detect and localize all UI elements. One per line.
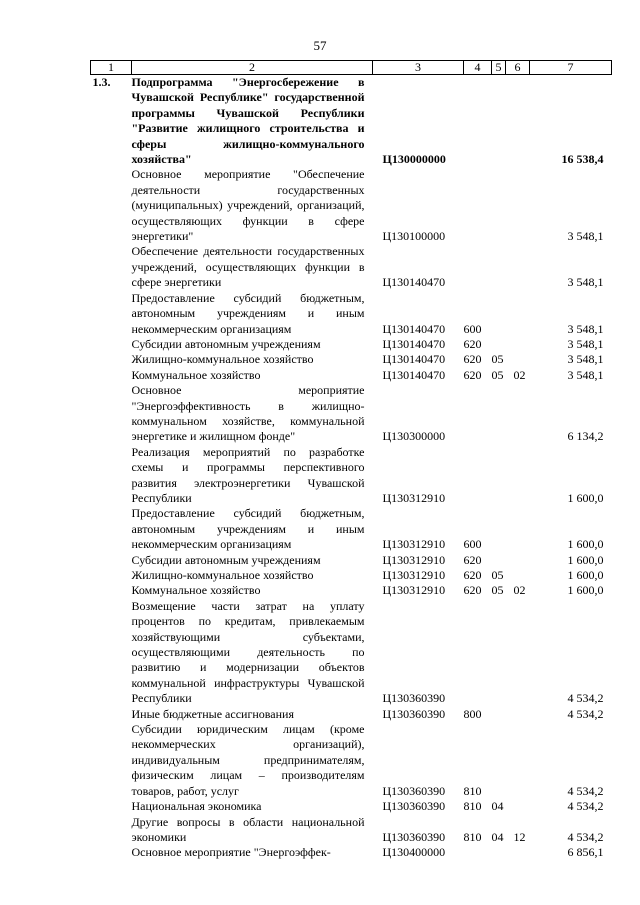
row-amount: 1 600,0 — [567, 552, 604, 567]
row-number — [91, 845, 132, 860]
row-classification — [464, 506, 530, 552]
header-cell: 5 — [492, 61, 506, 75]
row-classification — [464, 553, 530, 568]
row-expense-type: 810 — [463, 783, 482, 798]
row-section: 04 — [491, 829, 504, 844]
table-row — [91, 445, 612, 507]
row-amount: 3 548,1 — [567, 336, 604, 351]
table-row — [91, 291, 612, 337]
table-row — [91, 368, 612, 383]
row-name: Коммунальное хозяйство — [131, 367, 261, 382]
row-classification — [464, 244, 530, 290]
row-expense-type: 620 — [463, 336, 482, 351]
table-row — [91, 707, 612, 722]
row-classification — [464, 799, 530, 814]
header-cell: 1 — [91, 61, 132, 75]
row-code: Ц130140470 — [382, 367, 446, 382]
row-code: Ц130300000 — [382, 429, 446, 444]
table-row — [91, 506, 612, 552]
row-subsection: 02 — [513, 583, 526, 598]
row-amount: 6 134,2 — [567, 429, 604, 444]
row-name: Обеспечение деятельности государственных учреждений, осуществляющих функции в сфере энергетики — [131, 244, 365, 290]
row-section: 05 — [491, 583, 504, 598]
row-amount: 1 600,0 — [567, 568, 604, 582]
row-name: Жилищно-коммунальное хозяйство — [131, 352, 314, 367]
row-code: Ц130140470 — [382, 352, 446, 367]
row-number — [91, 707, 132, 722]
row-code: Ц130312910 — [382, 552, 446, 567]
row-code: Ц130312910 — [382, 583, 446, 598]
row-name: Коммунальное хозяйство — [131, 583, 261, 598]
row-amount: 4 534,2 — [567, 783, 604, 798]
table-row — [91, 799, 612, 814]
row-amount: 6 856,1 — [567, 845, 604, 860]
row-code: Ц130360390 — [382, 829, 446, 844]
table-row — [91, 599, 612, 707]
row-section: 05 — [491, 367, 504, 382]
row-amount: 3 548,1 — [567, 275, 604, 290]
row-expense-type: 810 — [463, 829, 482, 844]
row-classification — [464, 445, 530, 507]
row-number — [91, 815, 132, 846]
row-number — [91, 167, 132, 244]
table-row — [91, 722, 612, 799]
row-amount: 3 548,1 — [567, 367, 604, 382]
row-code: Ц130000000 — [382, 152, 446, 167]
row-classification — [464, 568, 530, 583]
row-name: Субсидии автономным учреждениям — [131, 552, 321, 567]
row-classification — [464, 707, 530, 722]
table-row — [91, 845, 612, 860]
table-row — [91, 568, 612, 583]
row-name: Основное мероприятие "Энергоэффек- — [131, 845, 331, 860]
row-subsection: 02 — [513, 367, 526, 382]
row-code: Ц130312910 — [382, 568, 446, 582]
row-number — [91, 445, 132, 507]
row-amount: 1 600,0 — [567, 583, 604, 598]
row-amount: 4 534,2 — [567, 691, 604, 706]
table-body — [91, 75, 612, 861]
row-code: Ц130360390 — [382, 706, 446, 721]
table-row — [91, 337, 612, 352]
row-section: 05 — [491, 568, 504, 582]
row-expense-type: 620 — [463, 552, 482, 567]
row-expense-type: 800 — [463, 706, 482, 721]
row-classification — [464, 291, 530, 337]
row-number — [91, 383, 132, 445]
row-name: Основное мероприятие "Обеспечение деятельности государственных (муниципальных) учреждений, организаций, осуществляющих функции в сфере энергетики" — [131, 167, 365, 244]
row-number — [91, 583, 132, 598]
page-number: 57 — [313, 38, 327, 53]
row-number — [91, 244, 132, 290]
row-number — [91, 799, 132, 814]
row-classification — [464, 383, 530, 445]
row-name: Предоставление субсидий бюджетным, автономным учреждениям и иным некоммерческим организациям — [131, 290, 365, 336]
row-number — [91, 553, 132, 568]
row-name: Жилищно-коммунальное хозяйство — [131, 568, 314, 582]
row-number — [91, 291, 132, 337]
row-code: Ц130100000 — [382, 229, 446, 244]
row-classification — [464, 352, 530, 367]
table-row — [91, 383, 612, 445]
table-row — [91, 167, 612, 244]
row-number — [91, 599, 132, 707]
row-amount: 3 548,1 — [567, 229, 604, 244]
row-name: Иные бюджетные ассигнования — [131, 706, 294, 721]
row-code: Ц130312910 — [382, 537, 446, 552]
header-cell: 7 — [530, 61, 612, 75]
row-classification — [464, 337, 530, 352]
row-classification — [464, 722, 530, 799]
row-name: Субсидии юридическим лицам (кроме некоммерческих организаций), индивидуальным предпринимателям, физическим лицам – производителям товаров, работ, услуг — [131, 722, 365, 798]
row-amount: 1 600,0 — [567, 490, 604, 505]
row-name: Другие вопросы в области национальной экономики — [131, 814, 365, 844]
row-amount: 16 538,4 — [561, 152, 604, 167]
row-expense-type: 600 — [463, 321, 482, 336]
row-number — [91, 368, 132, 383]
row-code: Ц130140470 — [382, 336, 446, 351]
table-row — [91, 352, 612, 367]
row-name: Предоставление субсидий бюджетным, автономным учреждениям и иным некоммерческим организациям — [131, 506, 365, 552]
row-amount: 4 534,2 — [567, 799, 604, 814]
row-expense-type: 620 — [463, 568, 482, 582]
row-code: Ц130360390 — [382, 783, 446, 798]
row-section: 05 — [491, 352, 504, 367]
row-number — [91, 506, 132, 552]
row-amount: 4 534,2 — [567, 829, 604, 844]
table-row — [91, 815, 612, 846]
table-row — [91, 244, 612, 290]
row-code: Ц130360390 — [382, 799, 446, 814]
row-amount: 3 548,1 — [567, 352, 604, 367]
row-number — [91, 352, 132, 367]
row-classification — [464, 845, 530, 860]
table-row — [91, 553, 612, 568]
row-classification — [464, 583, 530, 598]
header-cell: 2 — [132, 61, 373, 75]
header-cell: 6 — [506, 61, 530, 75]
header-cell: 4 — [464, 61, 492, 75]
row-number: 1.3. — [92, 75, 111, 89]
row-expense-type: 600 — [463, 537, 482, 552]
row-classification — [464, 815, 530, 846]
row-expense-type: 620 — [463, 583, 482, 598]
row-name: Основное мероприятие "Энергоэффективность в жилищно-коммунальном хозяйстве, коммунальной энергетике и жилищном фонде" — [131, 383, 365, 444]
row-name: Субсидии автономным учреждениям — [131, 336, 321, 351]
row-code: Ц130140470 — [382, 275, 446, 290]
row-classification — [464, 599, 530, 707]
row-expense-type: 620 — [463, 352, 482, 367]
header-cell: 3 — [373, 61, 464, 75]
row-amount: 1 600,0 — [567, 537, 604, 552]
row-classification — [464, 368, 530, 383]
row-classification — [464, 167, 530, 244]
row-number — [91, 722, 132, 799]
row-expense-type: 620 — [463, 367, 482, 382]
row-name: Подпрограмма "Энергосбережение в Чувашской Республике" государственной программы Чувашской Республики "Развитие жилищного строительства и сферы жилищно-коммунального хозяйства" — [131, 75, 365, 167]
row-number — [91, 337, 132, 352]
row-name: Возмещение части затрат на уплату процентов по кредитам, привлекаемым хозяйствующими субъектами, осуществляющими деятельность по развитию и модернизации объектов коммунальной инфраструктуры Чувашской Республики — [131, 598, 365, 706]
row-amount: 4 534,2 — [567, 706, 604, 721]
row-code: Ц130312910 — [382, 490, 446, 505]
budget-table — [90, 60, 612, 861]
row-classification — [464, 75, 530, 168]
table-row — [91, 583, 612, 598]
row-code: Ц130360390 — [382, 691, 446, 706]
row-expense-type: 810 — [463, 799, 482, 814]
row-subsection: 12 — [513, 829, 526, 844]
row-number — [91, 568, 132, 583]
row-code: Ц130140470 — [382, 321, 446, 336]
table-header — [91, 61, 612, 75]
row-amount: 3 548,1 — [567, 321, 604, 336]
row-section: 04 — [491, 799, 504, 814]
row-code: Ц130400000 — [382, 845, 446, 860]
table-row — [91, 75, 612, 168]
row-name: Национальная экономика — [131, 799, 262, 814]
row-name: Реализация мероприятий по разработке схемы и программы перспективного развития электроэнергетики Чувашской Республики — [131, 444, 365, 505]
